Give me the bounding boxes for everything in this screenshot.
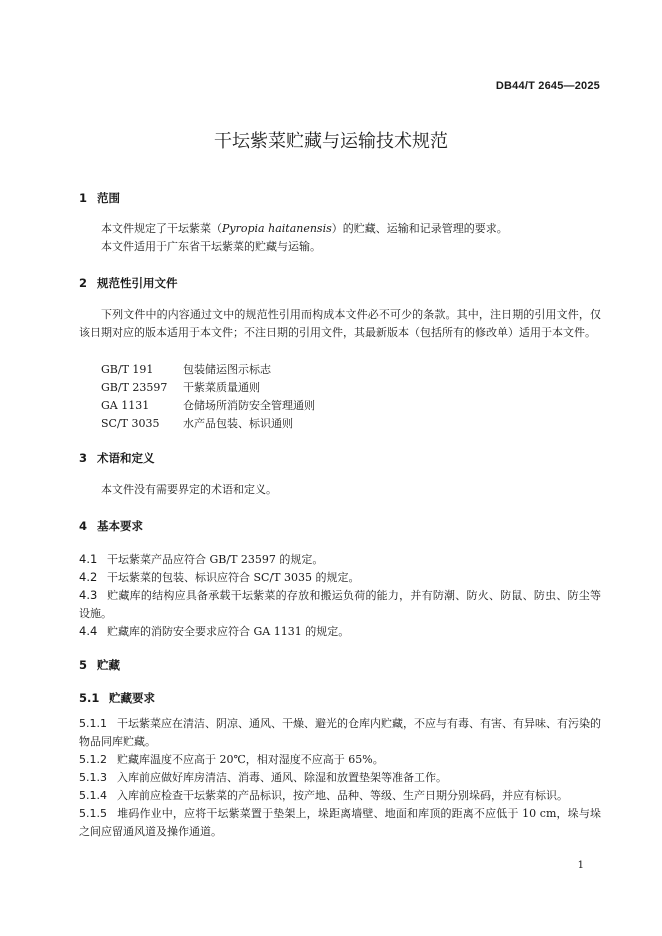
section-title: 范围 (97, 191, 120, 205)
section-title: 规范性引用文件 (97, 276, 178, 290)
clause-text: 贮藏库的结构应具备承载干坛紫菜的存放和搬运负荷的能力，并有防潮、防火、防鼠、防虫、防尘等设施。 (79, 589, 601, 620)
section-number: 1 (79, 191, 88, 205)
clause-text: 入库前应做好库房清洁、消毒、通风、除湿和放置垫架等准备工作。 (117, 771, 447, 784)
clause-number: 5.1.5 (79, 807, 107, 820)
section-number: 5 (79, 658, 88, 672)
section-heading-storage (79, 657, 120, 673)
reference-item (101, 415, 293, 431)
clause-5-1-1 (79, 715, 601, 751)
reference-name: 包装储运图示标志 (183, 363, 271, 376)
subsection-heading-storage-requirements (79, 690, 155, 706)
section-number: 2 (79, 276, 88, 290)
clause-text: 贮藏库的消防安全要求应符合 GA 1131 的规定。 (107, 625, 350, 638)
clause-4-3 (79, 586, 601, 623)
reference-name: 仓储场所消防安全管理通则 (183, 399, 315, 412)
reference-name: 水产品包装、标识通则 (183, 417, 293, 430)
clause-number: 5.1.1 (79, 717, 107, 730)
section-heading-scope (79, 190, 120, 206)
reference-item (101, 397, 315, 413)
standard-code: DB44/T 2645—2025 (495, 80, 600, 92)
reference-code: GB/T 191 (101, 363, 154, 376)
clause-5-1-3 (79, 769, 601, 787)
section-title: 术语和定义 (97, 451, 155, 465)
text-run: ）的贮藏、运输和记录管理的要求。 (331, 222, 508, 235)
clause-number: 5.1.4 (79, 789, 107, 802)
clause-text: 干坛紫菜的包装、标识应符合 SC/T 3035 的规定。 (107, 571, 360, 584)
references-intro: 下列文件中的内容通过文中的规范性引用而构成本文件必不可少的条款。其中，注日期的引用文件，仅该日期对应的版本适用于本文件；不注日期的引用文件，其最新版本（包括所有的修改单）适用于本文件。 (79, 308, 601, 339)
section-title: 基本要求 (97, 519, 143, 533)
clause-number: 4.2 (79, 570, 98, 584)
clause-5-1-5 (79, 805, 601, 841)
clause-4-1 (79, 550, 601, 569)
reference-name: 干紫菜质量通则 (183, 381, 260, 394)
scope-paragraph-1 (79, 220, 601, 238)
section-number: 3 (79, 451, 88, 465)
clause-number: 4.1 (79, 552, 98, 566)
clause-number: 5.1.2 (79, 753, 107, 766)
clause-text: 干坛紫菜产品应符合 GB/T 23597 的规定。 (107, 553, 324, 566)
text-run: 本文件规定了干坛紫菜（ (101, 222, 222, 235)
section-number: 4 (79, 519, 88, 533)
document-title: 干坛紫菜贮藏与运输技术规范 (214, 131, 448, 152)
clause-number: 5.1.3 (79, 771, 107, 784)
section-heading-basic-requirements (79, 518, 143, 534)
section-heading-terms (79, 450, 155, 466)
clause-text: 贮藏库温度不应高于 20℃，相对湿度不应高于 65%。 (117, 753, 384, 766)
section-title: 贮藏 (97, 658, 120, 672)
reference-code: GA 1131 (101, 399, 150, 412)
clause-4-2 (79, 568, 601, 587)
latin-name: Pyropia haitanensis (222, 222, 332, 235)
subsection-number: 5.1 (79, 691, 100, 705)
reference-code: SC/T 3035 (101, 417, 160, 430)
clause-number: 4.4 (79, 624, 98, 638)
terms-paragraph: 本文件没有需要界定的术语和定义。 (101, 483, 277, 496)
reference-item (101, 379, 260, 395)
page-number: 1 (577, 860, 584, 871)
clause-5-1-4 (79, 787, 601, 805)
reference-item (101, 361, 271, 377)
clause-5-1-2 (79, 751, 601, 769)
subsection-title: 贮藏要求 (109, 691, 155, 705)
clause-text: 堆码作业中，应将干坛紫菜置于垫架上，垛距离墙壁、地面和库顶的距离不应低于 10 cm，垛与垛之间应留通风道及操作通道。 (79, 807, 601, 838)
clause-text: 入库前应检查干坛紫菜的产品标识，按产地、品种、等级、生产日期分别垛码，并应有标识。 (117, 789, 568, 802)
clause-text: 干坛紫菜应在清洁、阴凉、通风、干燥、避光的仓库内贮藏，不应与有毒、有害、有异味、有污染的物品同库贮藏。 (79, 717, 601, 748)
reference-code: GB/T 23597 (101, 381, 168, 394)
scope-paragraph-2: 本文件适用于广东省干坛紫菜的贮藏与运输。 (101, 240, 321, 253)
section-heading-normative-references (79, 275, 178, 291)
clause-number: 4.3 (79, 588, 98, 602)
clause-4-4 (79, 622, 601, 641)
